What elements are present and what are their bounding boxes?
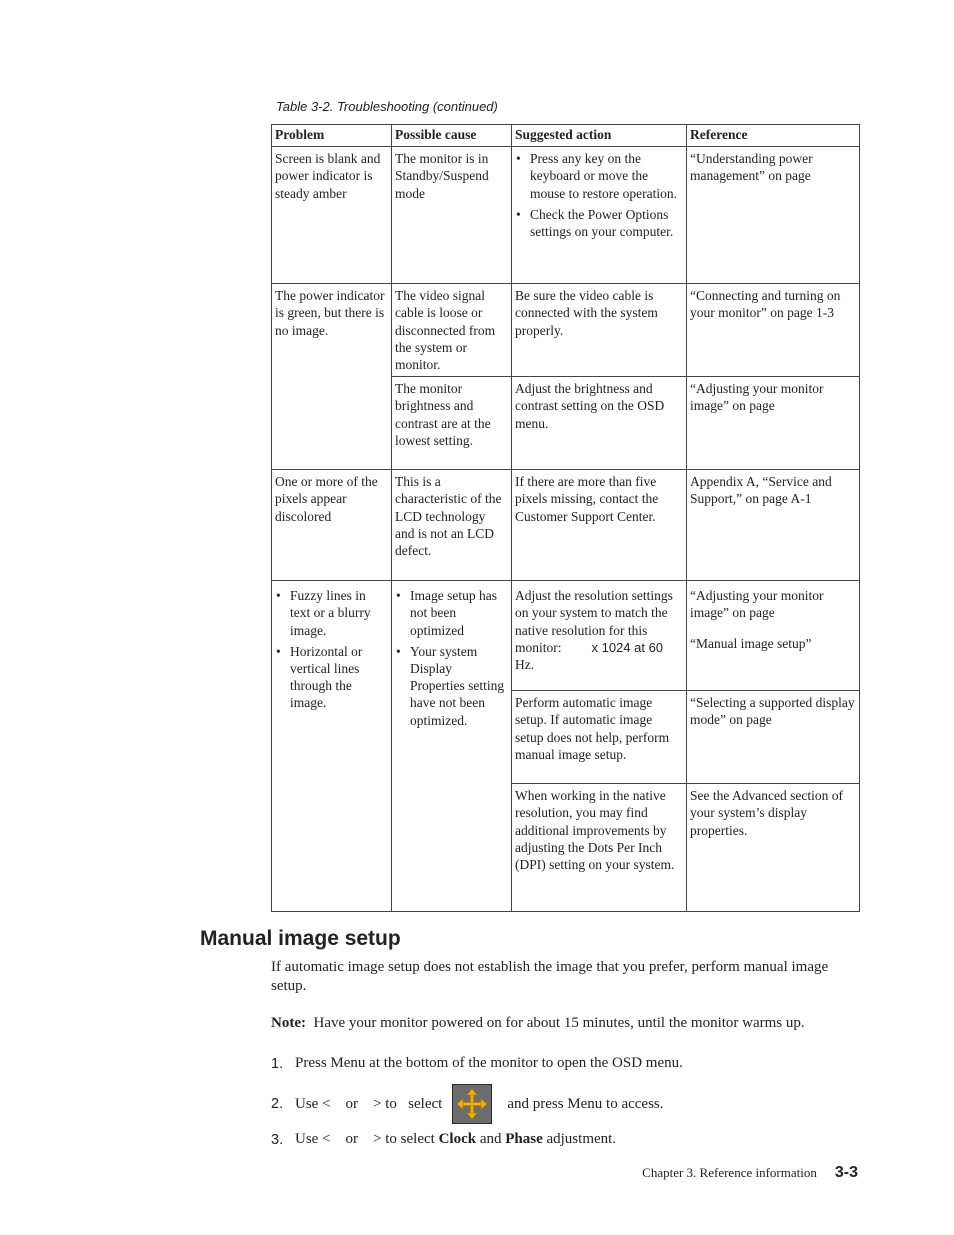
section-title: Manual image setup (200, 927, 401, 950)
chapter-title: Chapter 3. Reference information (642, 1165, 817, 1180)
reference-cell: “Selecting a supported display mode” on page (687, 691, 860, 784)
problem-item: • Fuzzy lines in text or a blurry image. (275, 587, 388, 639)
problem-cell: The power indicator is green, but there is no image. (272, 284, 392, 470)
note-text: Have your monitor powered on for about 15 minutes, until the monitor warms up. (313, 1015, 805, 1031)
reference-cell: “Adjusting your monitor image” on page (687, 377, 860, 470)
table-row (272, 581, 860, 691)
reference-text: “Manual image setup” (690, 635, 812, 651)
header-reference: Reference (687, 125, 860, 147)
step-number: 1. (271, 1055, 284, 1072)
step-text: Use < or > to select (295, 1095, 443, 1112)
clock-label: Clock (438, 1131, 477, 1147)
step-text: and (479, 1131, 502, 1147)
table-row (272, 284, 860, 377)
reference-cell: See the Advanced section of your system’s display properties. (687, 784, 860, 912)
reference-cell: Appendix A, “Service and Support,” on page A-1 (687, 470, 860, 581)
table-row (272, 470, 860, 581)
step-text: Use < or > to select (295, 1131, 435, 1147)
cause-item: • Your system Display Properties setting have not been optimized. (395, 643, 508, 729)
problem-cell: One or more of the pixels appear discolored (272, 470, 392, 581)
page-footer (642, 1164, 858, 1182)
step-text: and press Menu to access. (507, 1095, 664, 1112)
step-number: 3. (271, 1131, 284, 1148)
table-header-row (272, 125, 860, 147)
action-cell: Be sure the video cable is connected with the system properly. (512, 284, 687, 377)
action-item: • Check the Power Options settings on your computer. (515, 206, 683, 240)
action-cell: If there are more than five pixels missing, contact the Customer Support Center. (512, 470, 687, 581)
action-cell: Perform automatic image setup. If automatic image setup does not help, perform manual image setup. (512, 691, 687, 784)
action-cell: Adjust the brightness and contrast setting on the OSD menu. (512, 377, 687, 470)
reference-cell: “Connecting and turning on your monitor” on page 1-3 (687, 284, 860, 377)
table-row (272, 147, 860, 284)
note-paragraph (271, 1014, 841, 1033)
move-arrows-graphic (453, 1085, 491, 1123)
troubleshooting-table (271, 124, 860, 912)
header-problem: Problem (272, 125, 392, 147)
action-cell: When working in the native resolution, you may find additional improvements by adjusting the Dots Per Inch (DPI) setting on your system. (512, 784, 687, 912)
action-item: • Press any key on the keyboard or move the mouse to restore operation. (515, 150, 683, 202)
resolution-text: Adjust the resolution settings on your system to match the native resolution for this monitor: (515, 588, 673, 655)
phase-label: Phase (505, 1131, 543, 1147)
step-1 (271, 1055, 683, 1072)
step-2 (271, 1084, 664, 1124)
header-suggested-action: Suggested action (512, 125, 687, 147)
header-possible-cause: Possible cause (392, 125, 512, 147)
resolution-value: x 1024 at 60 (591, 639, 664, 655)
action-cell (512, 147, 687, 284)
resolution-unit: Hz. (515, 657, 535, 673)
action-cell (512, 581, 687, 691)
cause-cell (392, 581, 512, 912)
reference-text: “Adjusting your monitor image” on page (690, 588, 824, 621)
cause-cell: This is a characteristic of the LCD technology and is not an LCD defect. (392, 470, 512, 581)
reference-cell: “Understanding power management” on page (687, 147, 860, 284)
cause-cell: The monitor is in Standby/Suspend mode (392, 147, 512, 284)
step-text: adjustment. (546, 1131, 617, 1147)
cause-cell: The monitor brightness and contrast are at the lowest setting. (392, 377, 512, 470)
note-label: Note: (271, 1015, 306, 1031)
cause-cell: The video signal cable is loose or disconnected from the system or monitor. (392, 284, 512, 377)
problem-cell (272, 581, 392, 912)
table-caption: Table 3-2. Troubleshooting (continued) (276, 99, 498, 114)
cause-item: • Image setup has not been optimized (395, 587, 508, 639)
reference-cell (687, 581, 860, 691)
step-text: Press Menu at the bottom of the monitor to open the OSD menu. (295, 1055, 683, 1071)
intro-paragraph: If automatic image setup does not establish the image that you prefer, perform manual image setup. (271, 959, 829, 994)
page-number: 3-3 (834, 1164, 858, 1181)
problem-cell: Screen is blank and power indicator is steady amber (272, 147, 392, 284)
problem-item: • Horizontal or vertical lines through the image. (275, 643, 388, 712)
move-arrows-icon (452, 1084, 492, 1124)
step-number: 2. (271, 1096, 284, 1112)
step-3 (271, 1131, 616, 1148)
